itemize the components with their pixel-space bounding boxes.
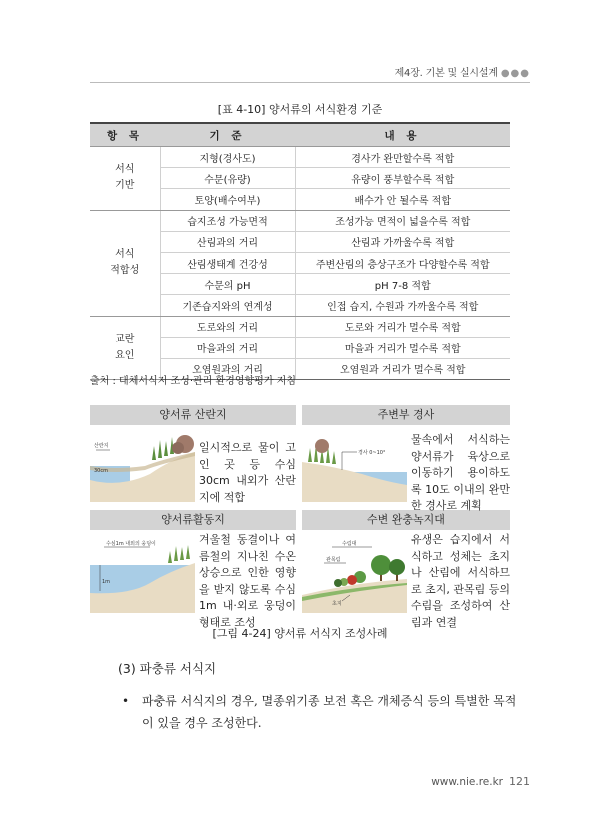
criterion-cell: 수문(유량) xyxy=(160,168,295,189)
description-cell: 주변산림의 층상구조가 다양할수록 적합 xyxy=(295,252,510,273)
label-1m: 1m xyxy=(102,579,111,585)
header-rule xyxy=(90,82,530,83)
table-source: 출처 : 대체서식지 조성·관리 환경영향평가 지침 xyxy=(90,376,296,387)
panel-text: 유생은 습지에서 서식하고 성체는 초지나 산림에 서식하므로 초지, 관목림 등의 수림을 조성하여 산림과 연결 xyxy=(411,533,510,629)
description-cell: 유량이 풍부할수록 적합 xyxy=(295,168,510,189)
label-forest: 수림대 xyxy=(342,541,357,547)
label-30cm: 30cm xyxy=(94,468,108,474)
category-cell: 서식 기반 xyxy=(90,147,160,211)
description-cell: 조성가능 면적이 넓을수록 적합 xyxy=(295,210,510,231)
criterion-cell: 마을과의 거리 xyxy=(160,337,295,358)
label-slope: 경사 0~10° xyxy=(358,450,386,456)
activity-pond-illustration xyxy=(90,535,195,613)
page-footer xyxy=(431,775,530,788)
criterion-cell: 습지조성 가능면적 xyxy=(160,210,295,231)
description-cell: 도로와 거리가 멀수록 적합 xyxy=(295,316,510,337)
criterion-cell: 기존습지와의 연계성 xyxy=(160,295,295,316)
label-grass: 초지 xyxy=(332,601,342,607)
criterion-cell: 수문의 pH xyxy=(160,274,295,295)
panel-text: 겨울철 동결이나 여름철의 지나친 수온 상승으로 인한 영향을 받지 않도록 수심 1m 내·외로 웅덩이 형태로 조성 xyxy=(199,533,296,629)
page-number: 121 xyxy=(509,775,530,788)
panel-text: 물속에서 서식하는 양서류가 육상으로 이동하기 용이하도록 10도 이내의 완만한 경사로 계획 xyxy=(411,433,510,512)
header-dots: ●●● xyxy=(500,68,530,79)
label-pond: 수심1m 내외의 웅덩이 xyxy=(106,541,156,547)
slope-illustration xyxy=(302,430,407,502)
col-header: 기 준 xyxy=(160,123,295,147)
label-shrub: 관목림 xyxy=(326,557,341,563)
bullet-text: 파충류 서식지의 경우, 멸종위기종 보전 혹은 개체증식 등의 특별한 목적이 있을 경우 조성한다. xyxy=(142,694,517,730)
panel-text: 일시적으로 물이 고인 곳 등 수심 30cm 내외가 산란지에 적합 xyxy=(199,441,296,504)
label-spawning: 산란지 xyxy=(94,443,109,449)
criterion-cell: 오염원과의 거리 xyxy=(160,358,295,379)
col-header: 항 목 xyxy=(90,123,160,147)
criterion-cell: 산림생태계 건강성 xyxy=(160,252,295,273)
figure-caption: [그림 4-24] 양서류 서식지 조성사례 xyxy=(212,627,388,640)
panel-title: 양서류 산란지 xyxy=(90,405,296,425)
category-cell: 교란 요인 xyxy=(90,316,160,380)
panel-title: 수변 완충녹지대 xyxy=(302,510,510,530)
description-cell: 산림과 가까울수록 적합 xyxy=(295,231,510,252)
description-cell: 경사가 완만할수록 적합 xyxy=(295,147,510,168)
chapter-title: 제4장. 기본 및 실시설계 xyxy=(394,68,498,79)
criterion-cell: 지형(경사도) xyxy=(160,147,295,168)
category-cell: 서식 적합성 xyxy=(90,210,160,316)
col-header: 내 용 xyxy=(295,123,510,147)
criterion-cell: 산림과의 거리 xyxy=(160,231,295,252)
table-caption: [표 4-10] 양서류의 서식환경 기준 xyxy=(217,103,383,116)
habitat-criteria-table xyxy=(90,122,510,380)
section-heading: (3) 파충류 서식지 xyxy=(118,661,217,676)
table-row xyxy=(90,316,510,337)
spawning-site-illustration xyxy=(90,430,195,502)
bullet-dot: • xyxy=(122,694,130,708)
page-header xyxy=(395,64,530,79)
bullet-paragraph xyxy=(122,690,522,734)
panel-title: 양서류활동지 xyxy=(90,510,296,530)
table-row xyxy=(90,147,510,168)
description-cell: 인접 습지, 수원과 가까울수록 적합 xyxy=(295,295,510,316)
table-header-row xyxy=(90,123,510,147)
site-url: www.nie.re.kr xyxy=(431,776,503,788)
description-cell: 오염원과 거리가 멀수록 적합 xyxy=(295,358,510,379)
table-row xyxy=(90,210,510,231)
description-cell: 배수가 안 될수록 적합 xyxy=(295,189,510,210)
description-cell: 마을과 거리가 멀수록 적합 xyxy=(295,337,510,358)
criterion-cell: 도로와의 거리 xyxy=(160,316,295,337)
description-cell: pH 7-8 적합 xyxy=(295,274,510,295)
buffer-zone-illustration xyxy=(302,535,407,613)
criterion-cell: 토양(배수여부) xyxy=(160,189,295,210)
panel-title: 주변부 경사 xyxy=(302,405,510,425)
